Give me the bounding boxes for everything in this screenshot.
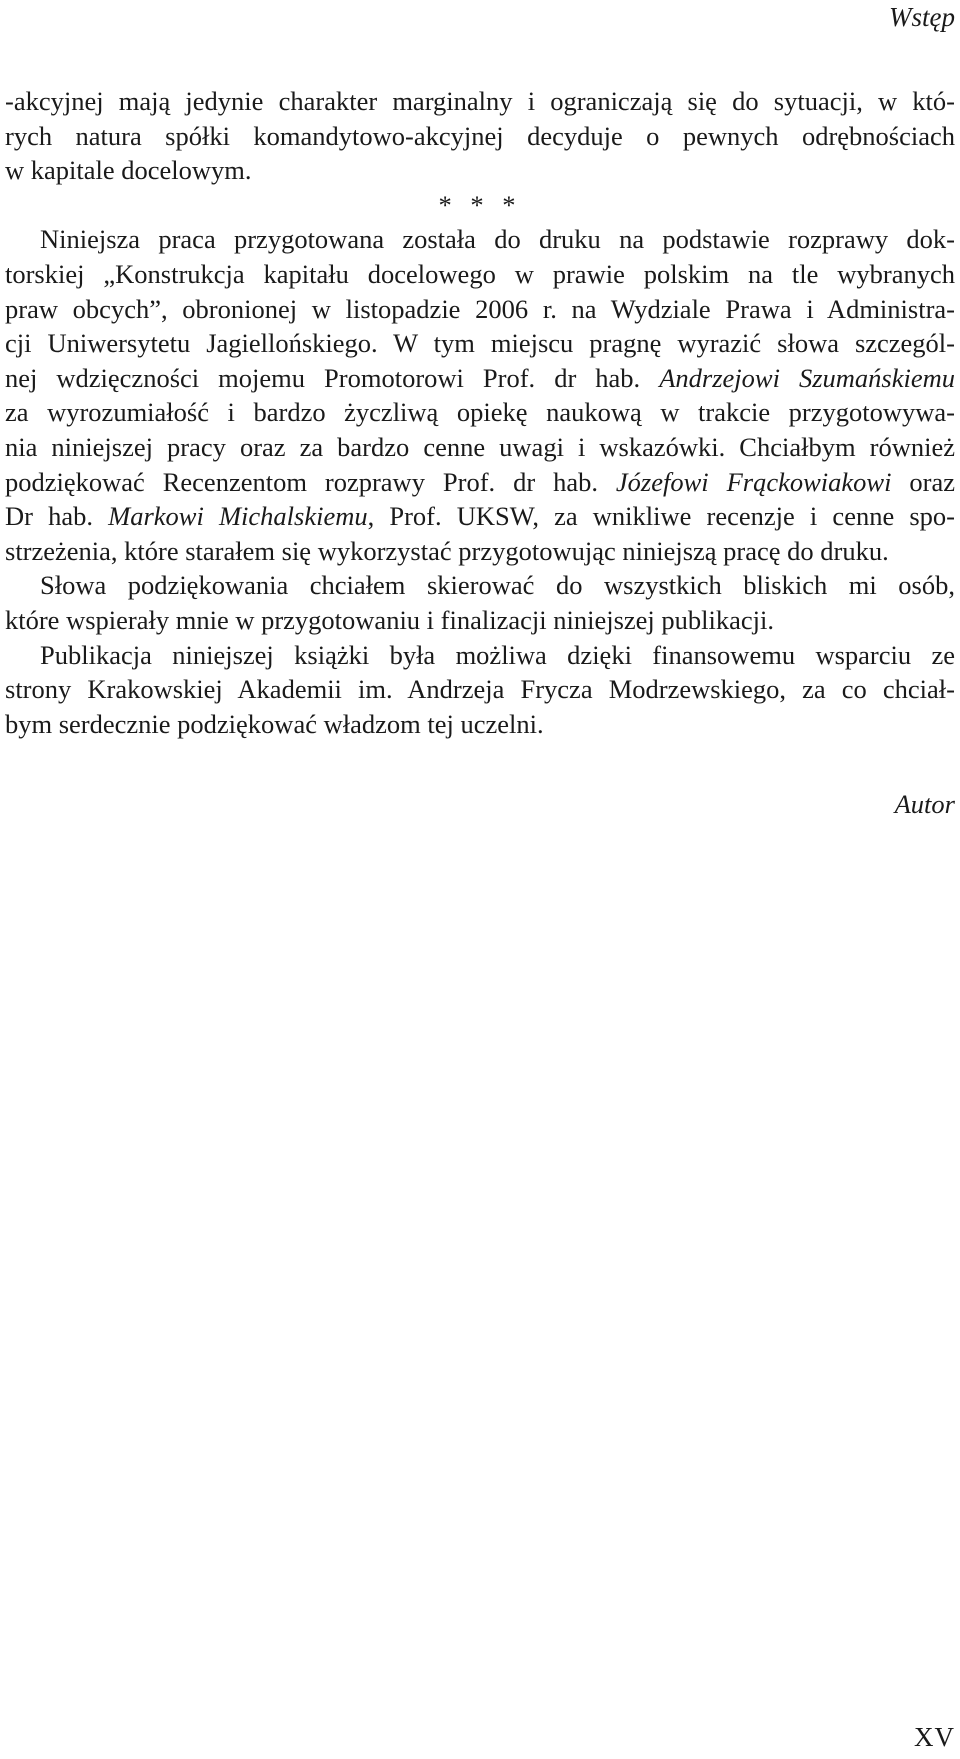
text-line: -akcyjnej mają jedynie charakter marginalny i ograniczają się do sytuacji, w któ- (5, 86, 955, 116)
text-line: Publikacja niniejszej książki była możliwa dzięki finansowemu wsparciu ze (40, 639, 955, 670)
text-run: oraz (891, 466, 955, 497)
text-line: cji Uniwersytetu Jagiellońskiego. W tym miejscu pragnę wyrazić słowa szczegól- (5, 328, 955, 359)
paragraph-funding (5, 638, 955, 742)
text-line: które wspierały mnie w przygotowaniu i finalizacji niniejszej publikacji. (5, 604, 775, 635)
text-line: praw obcych”, obronionej w listopadzie 2006 r. na Wydziale Prawa i Administra- (5, 293, 955, 324)
running-head-title: Wstęp (889, 2, 955, 32)
text-run: , Prof. UKSW, za wnikliwe recenzje i cenne spo- (367, 501, 955, 532)
page-number: XV (914, 1722, 955, 1752)
text-run: podziękować Recenzentom rozprawy Prof. dr hab. (5, 466, 616, 497)
text-line: strony Krakowskiej Akademii im. Andrzeja Frycza Modrzewskiego, za co chciał- (5, 674, 955, 705)
text-run: Dr hab. (5, 501, 109, 532)
text-line: torskiej „Konstrukcja kapitału docelowego w prawie polskim na tle wybranych (5, 258, 955, 289)
paragraph-acknowledgements (5, 222, 955, 568)
section-separator: * * * (438, 189, 522, 220)
person-name-reviewer-2: Markowi Michalskiemu (108, 501, 368, 532)
text-line: nia niniejszej pracy oraz za bardzo cenne uwagi i wskazówki. Chciałbym również (5, 431, 955, 462)
text-line: Niniejsza praca przygotowana została do druku na podstawie rozprawy dok- (40, 224, 955, 255)
author-signature: Autor (894, 789, 955, 819)
main-text (5, 84, 955, 741)
person-name-supervisor: Andrzejowi Szumańskiemu (659, 362, 956, 393)
text-line: za wyrozumiałość i bardzo życzliwą opiekę naukową w trakcie przygotowywa- (5, 397, 955, 428)
text-line (5, 361, 955, 396)
text-line (5, 499, 955, 534)
text-line: bym serdecznie podziękować władzom tej uczelni. (5, 708, 544, 739)
person-name-reviewer-1: Józefowi Frąckowiakowi (615, 466, 892, 497)
paragraph-thanks-family (5, 568, 955, 637)
text-run: nej wdzięczności mojemu Promotorowi Prof. dr hab. (5, 362, 660, 393)
paragraph-continuation (5, 84, 955, 188)
text-line: strzeżenia, które starałem się wykorzystać przygotowując niniejszą pracę do druku. (5, 535, 889, 566)
text-line (5, 465, 955, 500)
text-line: w kapitale docelowym. (5, 155, 252, 186)
text-line: Słowa podziękowania chciałem skierować do wszystkich bliskich mi osób, (40, 570, 955, 601)
text-line: rych natura spółki komandytowo-akcyjnej decyduje o pewnych odrębnościach (5, 120, 955, 151)
